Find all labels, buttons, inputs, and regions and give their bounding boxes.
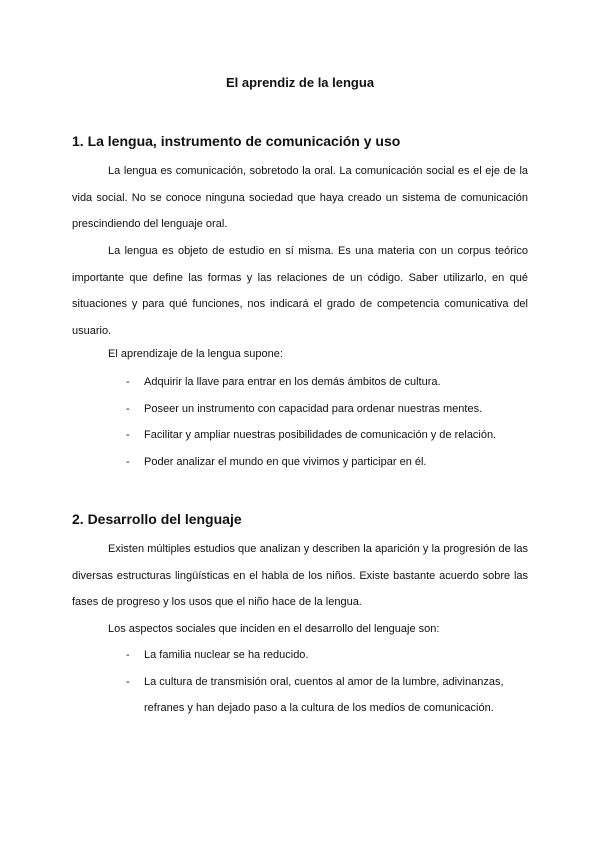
list-item xyxy=(72,642,528,669)
list-item xyxy=(72,422,528,449)
bullet-dash-icon: - xyxy=(126,675,130,688)
section-heading-1: 1. La lengua, instrumento de comunicación y uso xyxy=(72,133,401,149)
bullet-dash-icon: - xyxy=(126,402,130,415)
bullet-dash-icon: - xyxy=(126,455,130,468)
section-1-paragraph-2: La lengua es objeto de estudio en sí misma. Es una materia con un corpus teórico importante que define las formas y las relaciones de un código. Saber utilizarlo, en qué situaciones y para qué funciones, nos indicará el grado de competencia comunicativa del usuario. xyxy=(72,245,528,337)
list-item-text: Poseer un instrumento con capacidad para ordenar nuestras mentes. xyxy=(144,402,483,415)
list-item xyxy=(72,369,528,396)
section-1-paragraph-1: La lengua es comunicación, sobretodo la oral. La comunicación social es el eje de la vida social. No se conoce ninguna sociedad que haya creado un sistema de comunicación prescindiendo del lenguaje oral. xyxy=(72,165,528,230)
list-item xyxy=(72,396,528,423)
section-2-bullet-list xyxy=(72,642,528,722)
section-2-paragraph-2: Los aspectos sociales que inciden en el desarrollo del lenguaje son: xyxy=(108,623,440,635)
list-item xyxy=(72,669,528,722)
bullet-dash-icon: - xyxy=(126,649,130,661)
list-item-text: Poder analizar el mundo en que vivimos y participar en él. xyxy=(144,455,427,468)
bullet-dash-icon: - xyxy=(126,429,130,441)
section-heading-2: 2. Desarrollo del lenguaje xyxy=(72,511,242,527)
list-item-text: La cultura de transmisión oral, cuentos al amor de la lumbre, adivinanzas, refranes y han dejado paso a la cultura de los medios de comunicación. xyxy=(144,675,504,714)
bullet-dash-icon: - xyxy=(126,376,130,388)
section-2-paragraph-1: Existen múltiples estudios que analizan y describen la aparición y la progresión de las diversas estructuras lingüísticas en el habla de los niños. Existe bastante acuerdo sobre las fases de progreso y los usos que el niño hace de la lengua. xyxy=(72,543,528,608)
document-title: El aprendiz de la lengua xyxy=(225,75,375,90)
list-item-text: Adquirir la llave para entrar en los demás ámbitos de cultura. xyxy=(144,376,441,388)
section-1-paragraph-3: El aprendizaje de la lengua supone: xyxy=(108,348,283,360)
section-1-bullet-list xyxy=(72,369,528,475)
list-item-text: La familia nuclear se ha reducido. xyxy=(144,649,309,661)
list-item-text: Facilitar y ampliar nuestras posibilidades de comunicación y de relación. xyxy=(144,429,497,441)
list-item xyxy=(72,449,528,476)
